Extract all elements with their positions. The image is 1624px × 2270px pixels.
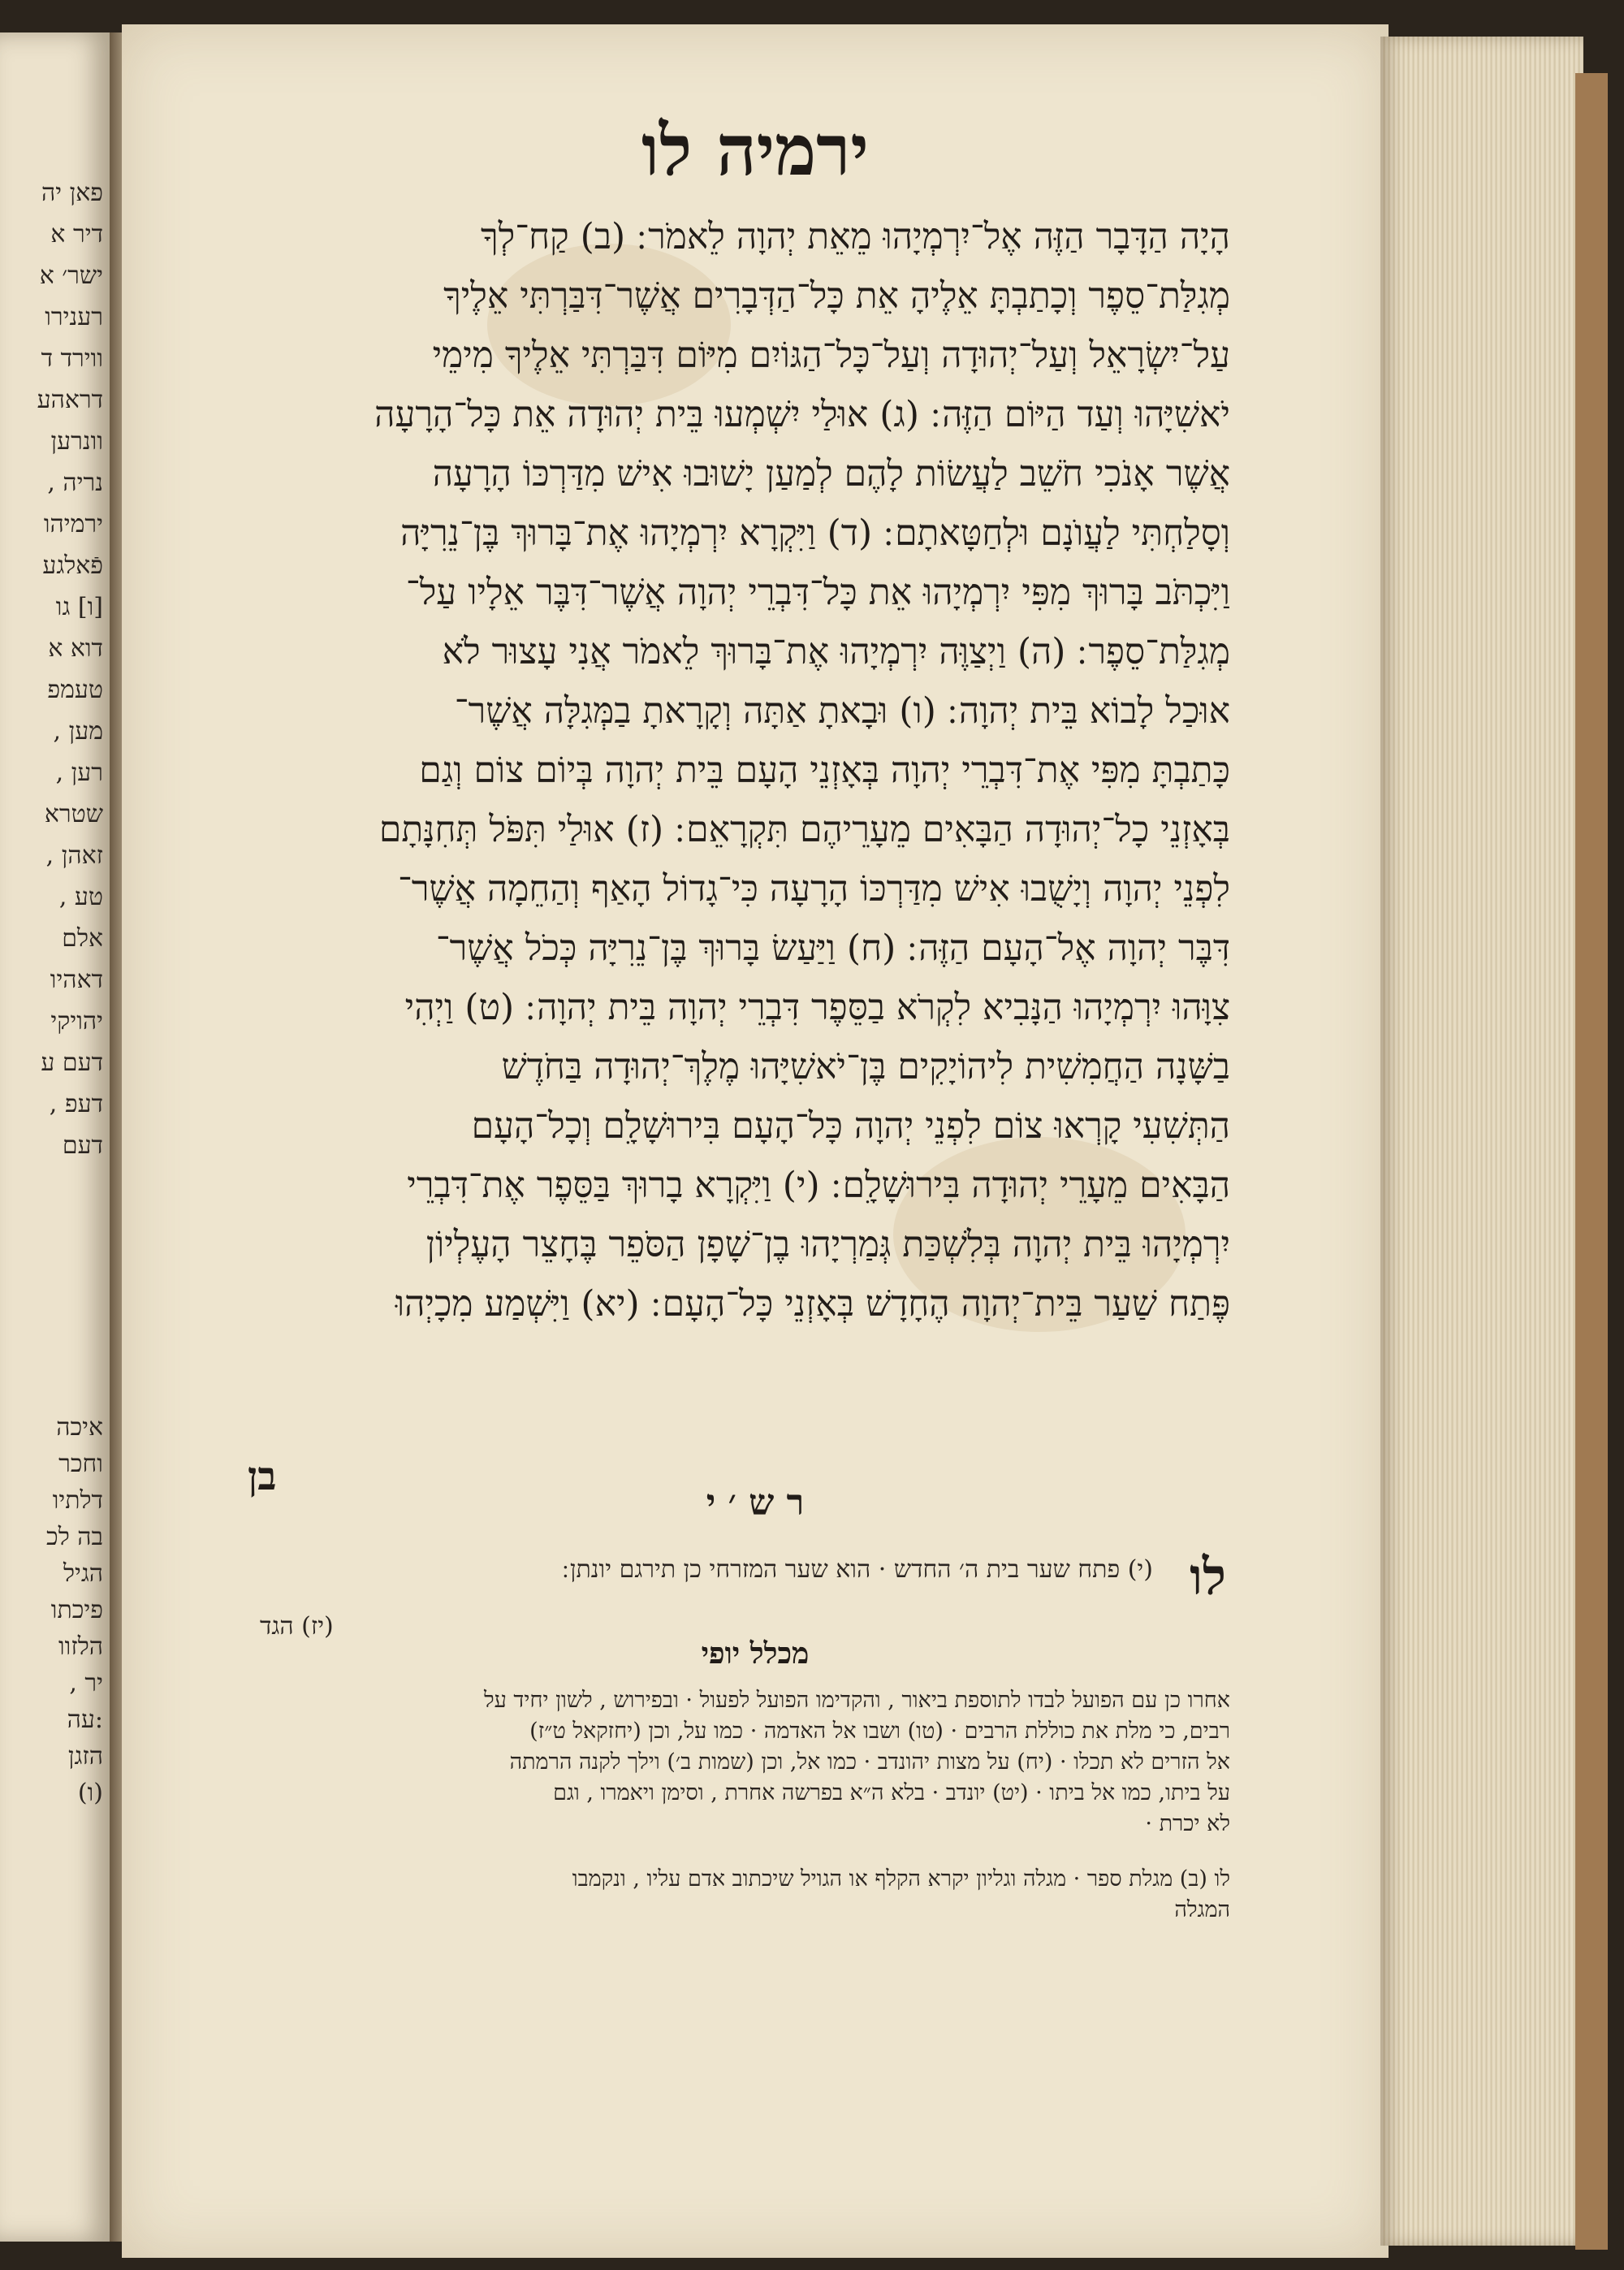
text-line: וַיִּכְתֹּב בָּרוּךְ מִפִּי יִרְמְיָהוּ אֵת כָּל־דִּבְרֵי יְהוָה אֲשֶׁר־דִּבֶּר אֵלָיו עַל־ (405, 572, 1230, 613)
text-line: כָּתַבְתָּ מִפִּי אֶת־דִּבְרֵי יְהוָה בְּאָזְנֵי הָעָם בֵּית יְהוָה בְּיוֹם צוֹם וְגַם (419, 750, 1230, 791)
text-line: בַשָּׁנָה הַחֲמִשִׁית לִיהוֹיָקִים בֶּן־יֹאשִׁיָּהוּ מֶלֶךְ־יְהוּדָה בַּחֹדֶשׁ (501, 1046, 1230, 1087)
footnote-line: המגלה (1174, 1897, 1230, 1922)
facing-page-text: רען , (55, 759, 103, 787)
facing-page-text: טע , (58, 883, 103, 911)
facing-page-text: דראהע (37, 386, 103, 414)
rashi-line: (יז) הגד (260, 1612, 334, 1641)
facing-page-text: מען , (53, 717, 103, 746)
rashi-heading: ר ש ׳ י (706, 1482, 805, 1524)
facing-page-text: דלתיו (52, 1486, 103, 1515)
facing-page-text: שטרא (44, 800, 103, 828)
text-line: יִרְמְיָהוּ בֵּית יְהוָה בְּלִשְׁכַּת גְּמַרְיָהוּ בֶן־שָׁפָן הַסֹּפֵר בֶּחָצֵר הָעֶלְיוֹן (425, 1224, 1230, 1265)
text-line: דִּבֶּר יְהוָה אֶל־הָעָם הַזֶּה ׃ (ח) וַיַּעַשׂ בָּרוּךְ בֶּן־נֵרִיָּה כְּכֹל אֲשֶׁר־ (435, 927, 1230, 969)
chapter-label: לו (1190, 1547, 1226, 1606)
facing-page-text: :עה (67, 1706, 103, 1734)
facing-page-text: דיר א (50, 220, 103, 249)
facing-page-text: הזגן (67, 1742, 103, 1771)
mikhlol-yofi-commentary (154, 1685, 1230, 1840)
text-line: אֲשֶׁר אָנֹכִי חֹשֵׁב לַעֲשׂוֹת לָהֶם לְמַעַן יָשׁוּבוּ אִישׁ מִדַּרְכּוֹ הָרָעָה (432, 453, 1230, 495)
facing-page-text: דוא א (48, 634, 103, 663)
facing-page-text: נריה , (47, 469, 103, 497)
facing-page-text: דאהיו (50, 966, 103, 994)
mikhlol-yofi-heading: מכלל יופי (701, 1637, 810, 1671)
text-line: הַתְּשִׁעִי קָרְאוּ צוֹם לִפְנֵי יְהוָה כָּל־הָעָם בִּירוּשָׁלָ͏ִם וְכָל־הָעָם (471, 1105, 1230, 1147)
facing-page-text: (ו) (77, 1779, 103, 1807)
catchword: בן (248, 1454, 277, 1499)
text-line: פֶּתַח שַׁעַר בֵּית־יְהוָה הֶחָדָשׁ בְּאָזְנֵי כָּל־הָעָם ׃ (יא) וַיִּשְׁמַע מִכָיְהוּ (395, 1283, 1230, 1325)
facing-page-text: הגיל (63, 1559, 103, 1588)
commentary-line: אחרו כן עם הפועל לבדו לתוספת ביאור , והקדימו הפועל לפעול · ובפירוש , לשון יחיד על (483, 1688, 1230, 1713)
facing-page-text: דעם (62, 1131, 103, 1160)
commentary-line: רבים, כי מלת את כוללת הרבים · (טו) ושבו אל האדמה · כמו על, וכן (יחזקאל ט״ז) (529, 1719, 1230, 1744)
facing-page-text: וחכר (58, 1450, 103, 1478)
facing-page-text: דעפ , (49, 1090, 103, 1118)
facing-page-text: פאן יה (41, 179, 103, 207)
page-fore-edge (1380, 37, 1583, 2246)
facing-page-text: ישר׳ א (39, 262, 103, 290)
book-cover-edge (1575, 73, 1608, 2250)
facing-page-text: ירמיהו (43, 510, 103, 538)
facing-page-text: רענירו (45, 303, 103, 331)
text-line: בְּאָזְנֵי כָל־יְהוּדָה הַבָּאִים מֵעָרֵיהֶם תִּקְרָאֵם ׃ (ז) אוּלַי תִּפֹּל תְּחִנָּתָם (378, 809, 1230, 850)
facing-page-text: בה לכ (46, 1523, 103, 1551)
facing-page-text: זאהן , (45, 841, 103, 870)
facing-page-text: וונרען (50, 427, 103, 456)
rashi-line: (י) פתח שער בית ה׳ החדש · הוא שער המזרחי כן תירגם יונתן ׃ (562, 1555, 1153, 1584)
facing-page-text: איכה (56, 1413, 103, 1442)
text-line: מְגִלַּת־סֵפֶר וְכָתַבְתָּ אֵלֶיהָ אֵת כָּל־הַדְּבָרִים אֲשֶׁר־דִּבַּרְתִּי אֵלֶיךָ (443, 275, 1230, 317)
facing-page-text: דעם ע (41, 1049, 103, 1077)
commentary-line: לא יכרת · (1145, 1811, 1230, 1836)
text-line: צִוָּהוּ יִרְמְיָהוּ הַנָּבִיא לִקְרֹא בַסֵּפֶר דִּבְרֵי יְהוָה בֵּית יְהוָה ׃ (ט) וַיְהִי (404, 987, 1230, 1028)
facing-page-text: [ו] גו (55, 593, 103, 621)
facing-page-fragment (0, 32, 110, 2242)
commentary-line: אל הזרים לא תכלו · (יח) על מצות יהונדב · כמו אל, וכן (שמות ב׳) וילך לקנה הרמתה (509, 1749, 1230, 1775)
rashi-commentary (162, 1547, 1226, 1612)
facing-page-text: אלם (62, 924, 103, 953)
text-line: וְסָלַחְתִּי לַעֲוֺנָם וּלְחַטָּאתָם ׃ (ד) וַיִּקְרָא יִרְמְיָהוּ אֶת־בָּרוּךְ בֶּן־נֵרִיָּה (400, 512, 1230, 554)
facing-page-text: טעמפ (47, 676, 103, 704)
text-line: יֹאשִׁיָּהוּ וְעַד הַיּוֹם הַזֶּה ׃ (ג) אוּלַי יִשְׁמְעוּ בֵּית יְהוּדָה אֵת כָּל־הָרָעָה (374, 394, 1230, 435)
page-header: ירמיה לו (641, 110, 869, 192)
facing-page-text: פיכתו (50, 1596, 103, 1624)
text-line: הַבָּאִים מֵעָרֵי יְהוּדָה בִּירוּשָׁלָ͏ִם ׃ (י) וַיִּקְרָא בָרוּךְ בַּסֵּפֶר אֶת־דִּבְרֵי (407, 1165, 1230, 1206)
commentary-line: על ביתו, כמו אל ביתו · (יט) יונדב · בלא ה״א בפרשה אחרת , וסימן ויאמרו , וגם (553, 1780, 1230, 1805)
facing-page-text: פֿאלגע (42, 551, 103, 580)
facing-page-text: הלזוו (58, 1632, 103, 1661)
biblical-text (191, 207, 1230, 1334)
facing-page-text: ווירד ד (41, 344, 103, 373)
text-line: אוּכַל לָבוֹא בֵּית יְהוָה ׃ (ו) וּבָאתָ אַתָּה וְקָרָאתָ בַמְּגִלָּה אֲשֶׁר־ (454, 690, 1230, 732)
text-line: עַל־יִשְׂרָאֵל וְעַל־יְהוּדָה וְעַל־כָּל־הַגּוֹיִם מִיּוֹם דִּבַּרְתִּי אֵלֶיךָ מִימֵי (432, 335, 1230, 376)
facing-page-text: יהויקי (50, 1007, 103, 1036)
footnote-line: לו (ב) מגלת ספר · מגלה וגליון יקרא הקלף או הגויל שיכתוב אדם עליו , ונקמבו (572, 1866, 1230, 1892)
text-line: הָיָה הַדָּבָר הַזֶּה אֶל־יִרְמְיָהוּ מֵאֵת יְהוָה לֵאמֹר ׃ (ב) קַח־לְךָ (481, 216, 1230, 257)
mikhlol-yofi-footnote (154, 1864, 1230, 1926)
text-line: מְגִלַּת־סֵפֶר ׃ (ה) וַיְצַוֶּה יִרְמְיָהוּ אֶת־בָּרוּךְ לֵאמֹר אֲנִי עָצוּר לֹא (442, 631, 1230, 672)
facing-page-text: יר , (69, 1669, 103, 1697)
text-line: לִפְנֵי יְהוָה וְיָשֻׁבוּ אִישׁ מִדַּרְכּוֹ הָרָעָה כִּי־גָדוֹל הָאַף וְהַחֵמָה אֲשֶׁר־ (398, 868, 1230, 910)
